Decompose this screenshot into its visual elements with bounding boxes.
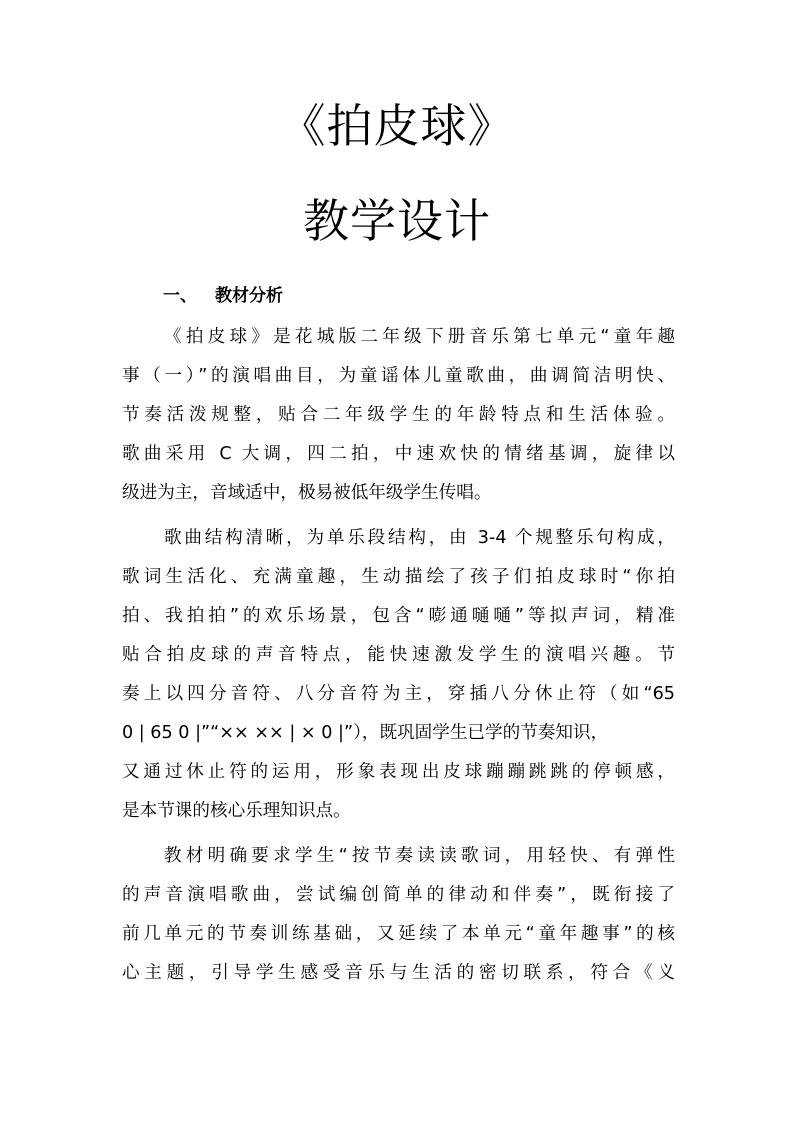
text-line: 《拍皮球》是花城版二年级下册音乐第七单元“童年趣 [164, 327, 675, 347]
text-line: 教材明确要求学生“按节奏读读歌词，用轻快、有弹性 [164, 846, 675, 866]
section-heading [163, 281, 283, 311]
section-number: 一、 [163, 286, 197, 306]
text-line: 的声音演唱歌曲，尝试编创简单的律动和伴奏”，既衔接了 [122, 885, 675, 905]
text-line: 级进为主，音域适中，极易被低年级学生传唱。 [122, 483, 492, 503]
section-title: 教材分析 [215, 286, 283, 306]
text-line: 贴合拍皮球的声音特点，能快速激发学生的演唱兴趣。节 [122, 645, 675, 665]
text-line: 又通过休止符的运用，形象表现出皮球蹦蹦跳跳的停顿感， [122, 762, 675, 782]
paragraph [122, 519, 675, 831]
text-line: 心主题，引导学生感受音乐与生活的密切联系，符合《义 [122, 963, 675, 983]
paragraph [122, 318, 675, 513]
text-line: 是本节课的核心乐理知识点。 [122, 801, 351, 821]
text-line: 歌词生活化、充满童趣，生动描绘了孩子们拍皮球时“你拍 [122, 567, 675, 587]
text-line: 歌曲采用 C 大调，四二拍，中速欢快的情绪基调，旋律以 [122, 444, 675, 464]
text-line: 奏上以四分音符、八分音符为主，穿插八分休止符（如“65 [122, 684, 675, 704]
text-line: 拍、我拍拍”的欢乐场景，包含“嘭通嗵嗵”等拟声词，精准 [122, 606, 675, 626]
text-line: 前几单元的节奏训练基础，又延续了本单元“童年趣事”的核 [122, 924, 675, 944]
text-line: 事（一）”的演唱曲目，为童谣体儿童歌曲，曲调简洁明快、 [122, 366, 675, 386]
body-text [122, 318, 675, 993]
text-line: 0 | 65 0 |”“×× ×× | × 0 |”），既巩固学生已学的节奏知识， [122, 723, 609, 743]
text-line: 节奏活泼规整，贴合二年级学生的年龄特点和生活体验。 [122, 405, 675, 425]
document-title: 《拍皮球》 [279, 99, 515, 153]
paragraph [122, 837, 675, 993]
document-subtitle: 教学设计 [303, 194, 491, 248]
text-line: 歌曲结构清晰，为单乐段结构，由 3-4 个规整乐句构成， [164, 528, 675, 548]
